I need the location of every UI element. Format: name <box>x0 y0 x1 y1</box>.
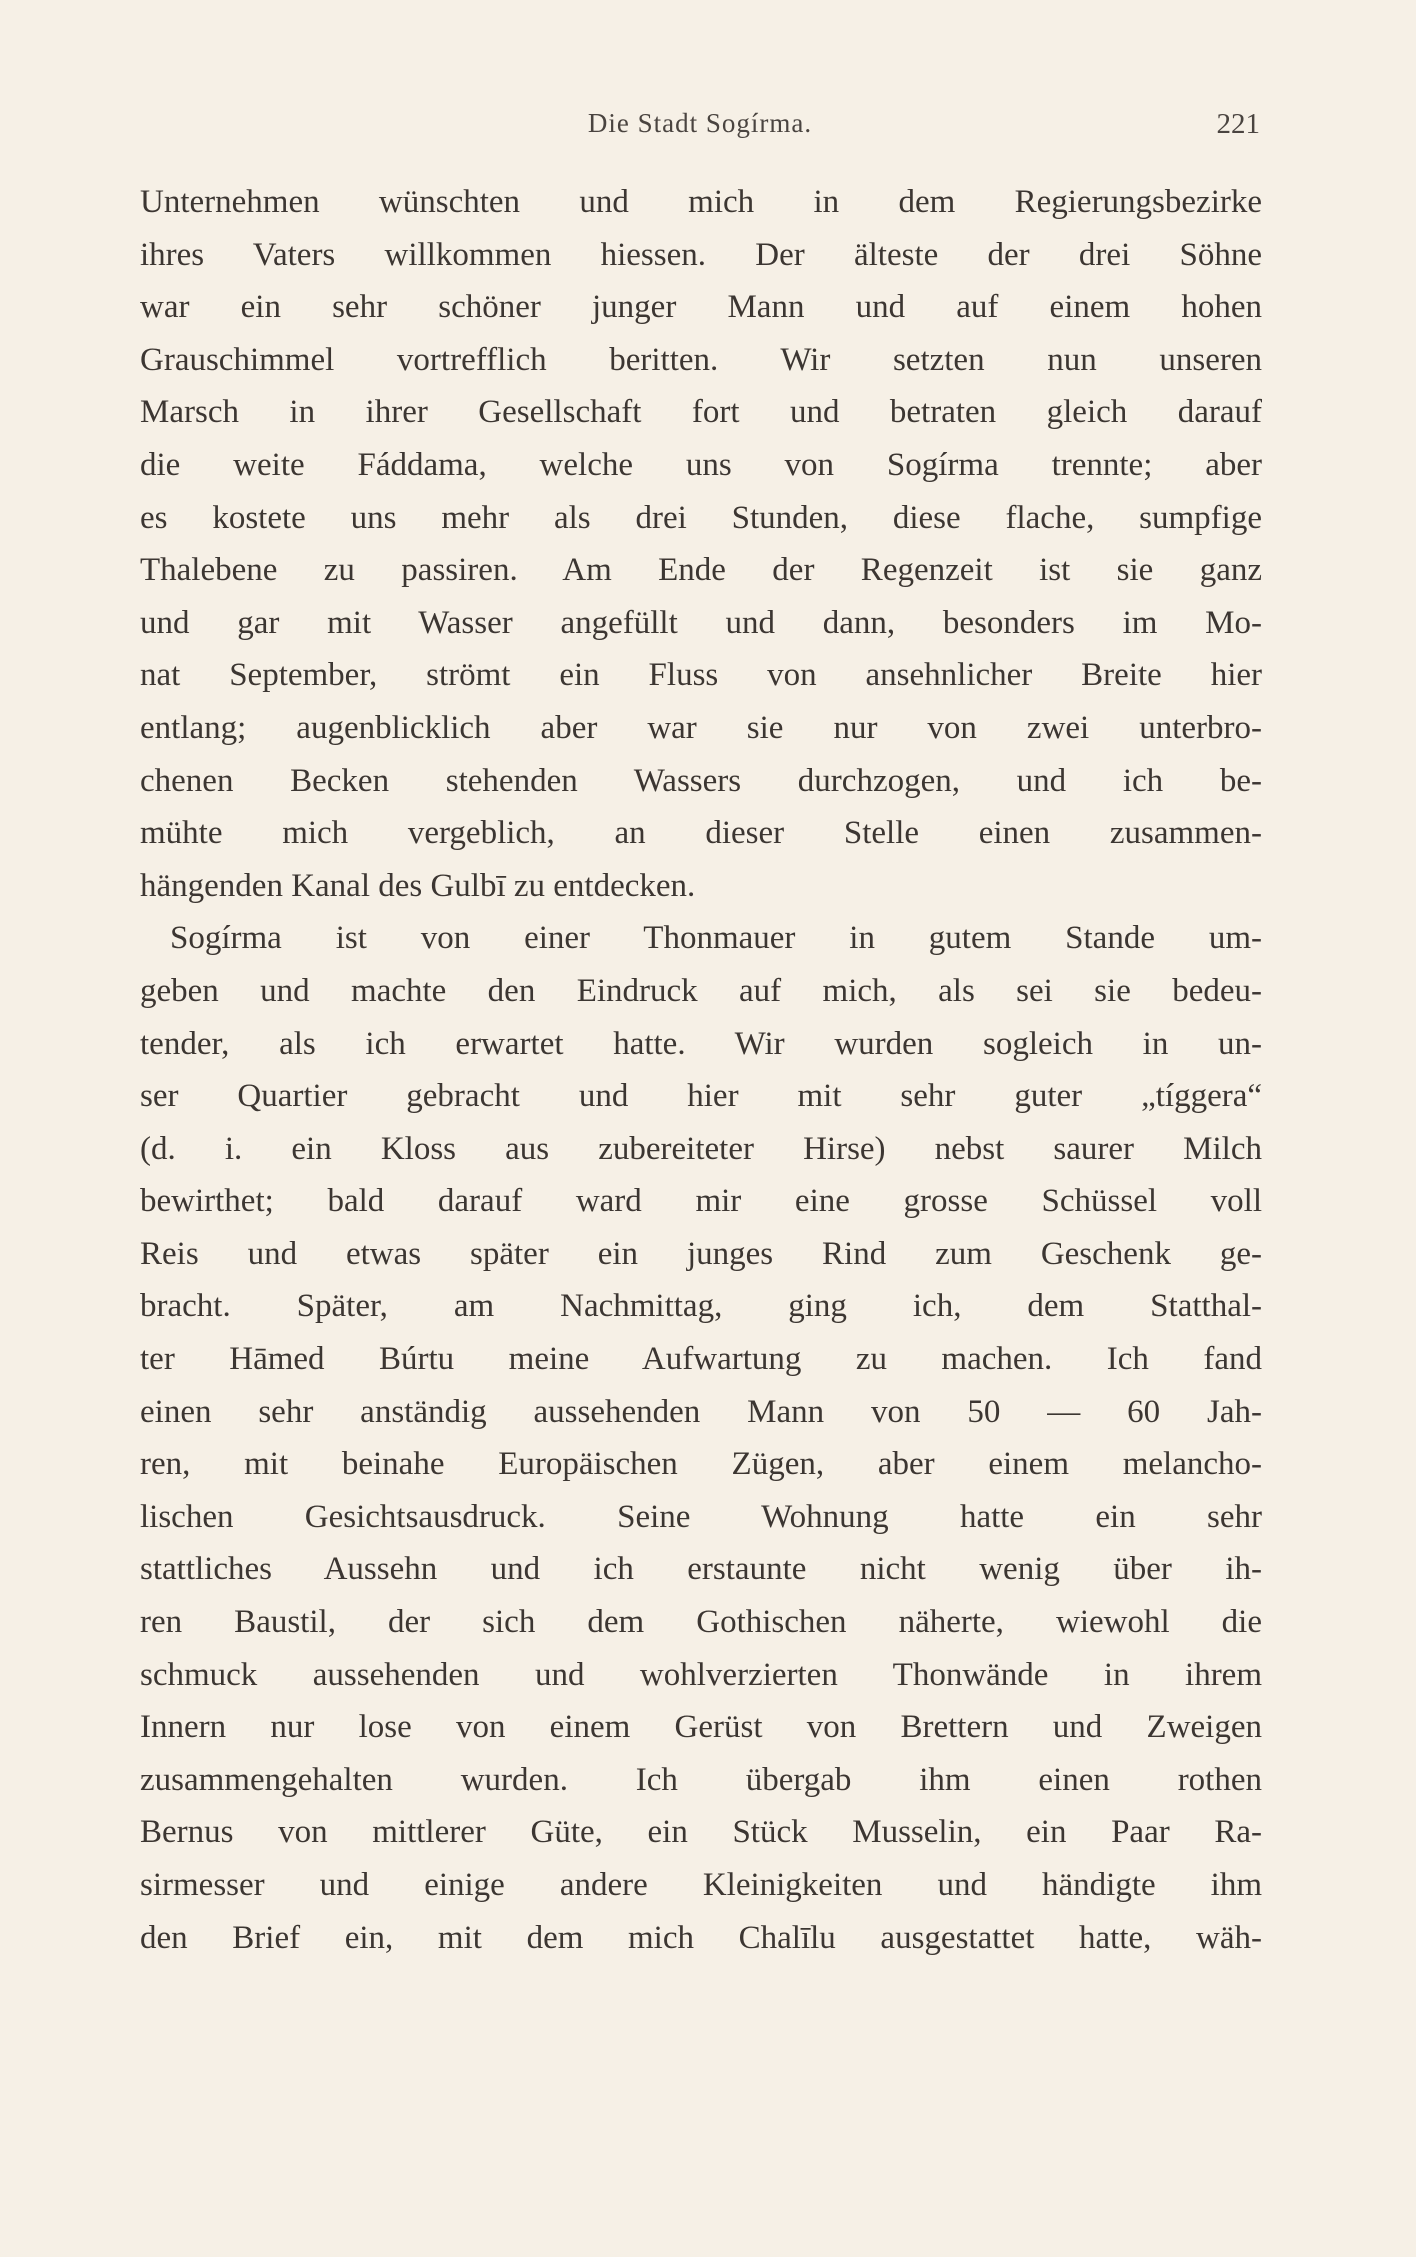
text-line: war ein sehr schöner junger Mann und auf einem hohen <box>140 289 1262 326</box>
text-line: entlang; augenblicklich aber war sie nur von zwei unterbro- <box>140 709 1262 746</box>
text-line: zusammengehalten wurden. Ich übergab ihm einen rothen <box>140 1761 1262 1798</box>
page-number: 221 <box>1216 108 1260 140</box>
text-line: nat September, strömt ein Fluss von ansehnlicher Breite hier <box>140 657 1262 694</box>
text-line: Grauschimmel vortrefflich beritten. Wir setzten nun unseren <box>140 341 1262 378</box>
text-line: ser Quartier gebracht und hier mit sehr guter „tíggera“ <box>140 1078 1262 1115</box>
text-line: Sogírma ist von einer Thonmauer in gutem Stande um- <box>170 920 1262 957</box>
paragraph-1 <box>140 176 1262 912</box>
text-line: Marsch in ihrer Gesellschaft fort und betraten gleich darauf <box>140 394 1262 431</box>
text-line: es kostete uns mehr als drei Stunden, diese flache, sumpfige <box>140 499 1262 536</box>
text-line: ter Hāmed Búrtu meine Aufwartung zu machen. Ich fand <box>140 1341 1262 1378</box>
text-line: bracht. Später, am Nachmittag, ging ich, dem Statthal- <box>140 1288 1262 1325</box>
text-line: ren, mit beinahe Europäischen Zügen, aber einem melancho- <box>140 1446 1262 1483</box>
text-line: den Brief ein, mit dem mich Chalīlu ausgestattet hatte, wäh- <box>140 1919 1262 1956</box>
text-line: Reis und etwas später ein junges Rind zum Geschenk ge- <box>140 1235 1262 1272</box>
text-line: lischen Gesichtsausdruck. Seine Wohnung hatte ein sehr <box>140 1498 1262 1535</box>
text-line: ihres Vaters willkommen hiessen. Der älteste der drei Söhne <box>140 236 1262 273</box>
text-line: stattliches Aussehn und ich erstaunte nicht wenig über ih- <box>140 1551 1262 1588</box>
running-head <box>140 108 1260 152</box>
text-line: mühte mich vergeblich, an dieser Stelle einen zusammen- <box>140 815 1262 852</box>
text-line: einen sehr anständig aussehenden Mann von 50 — 60 Jah- <box>140 1393 1262 1430</box>
text-line: tender, als ich erwartet hatte. Wir wurden sogleich in un- <box>140 1025 1262 1062</box>
text-line: sirmesser und einige andere Kleinigkeiten und händigte ihm <box>140 1867 1262 1903</box>
body-text <box>140 176 1262 1964</box>
text-line: Bernus von mittlerer Güte, ein Stück Musselin, ein Paar Ra- <box>140 1814 1262 1851</box>
running-title: Die Stadt Sogírma. <box>587 108 813 138</box>
text-line: hängenden Kanal des Gulbī zu entdecken. <box>140 867 696 904</box>
text-line: Innern nur lose von einem Gerüst von Brettern und Zweigen <box>140 1709 1262 1746</box>
text-line: chenen Becken stehenden Wassers durchzogen, und ich be- <box>140 762 1262 799</box>
text-line: ren Baustil, der sich dem Gothischen näherte, wiewohl die <box>140 1604 1262 1641</box>
text-line: Unternehmen wünschten und mich in dem Regierungsbezirke <box>140 184 1262 220</box>
text-line: schmuck aussehenden und wohlverzierten Thonwände in ihrem <box>140 1656 1262 1693</box>
text-line: und gar mit Wasser angefüllt und dann, besonders im Mo- <box>140 604 1262 641</box>
paragraph-2 <box>140 912 1262 1964</box>
text-line: (d. i. ein Kloss aus zubereiteter Hirse) nebst saurer Milch <box>140 1130 1262 1167</box>
text-line: bewirthet; bald darauf ward mir eine grosse Schüssel voll <box>140 1183 1262 1220</box>
text-line: die weite Fáddama, welche uns von Sogírma trennte; aber <box>140 446 1262 483</box>
text-line: geben und machte den Eindruck auf mich, als sei sie bedeu- <box>140 972 1262 1009</box>
text-line: Thalebene zu passiren. Am Ende der Regenzeit ist sie ganz <box>140 552 1262 589</box>
